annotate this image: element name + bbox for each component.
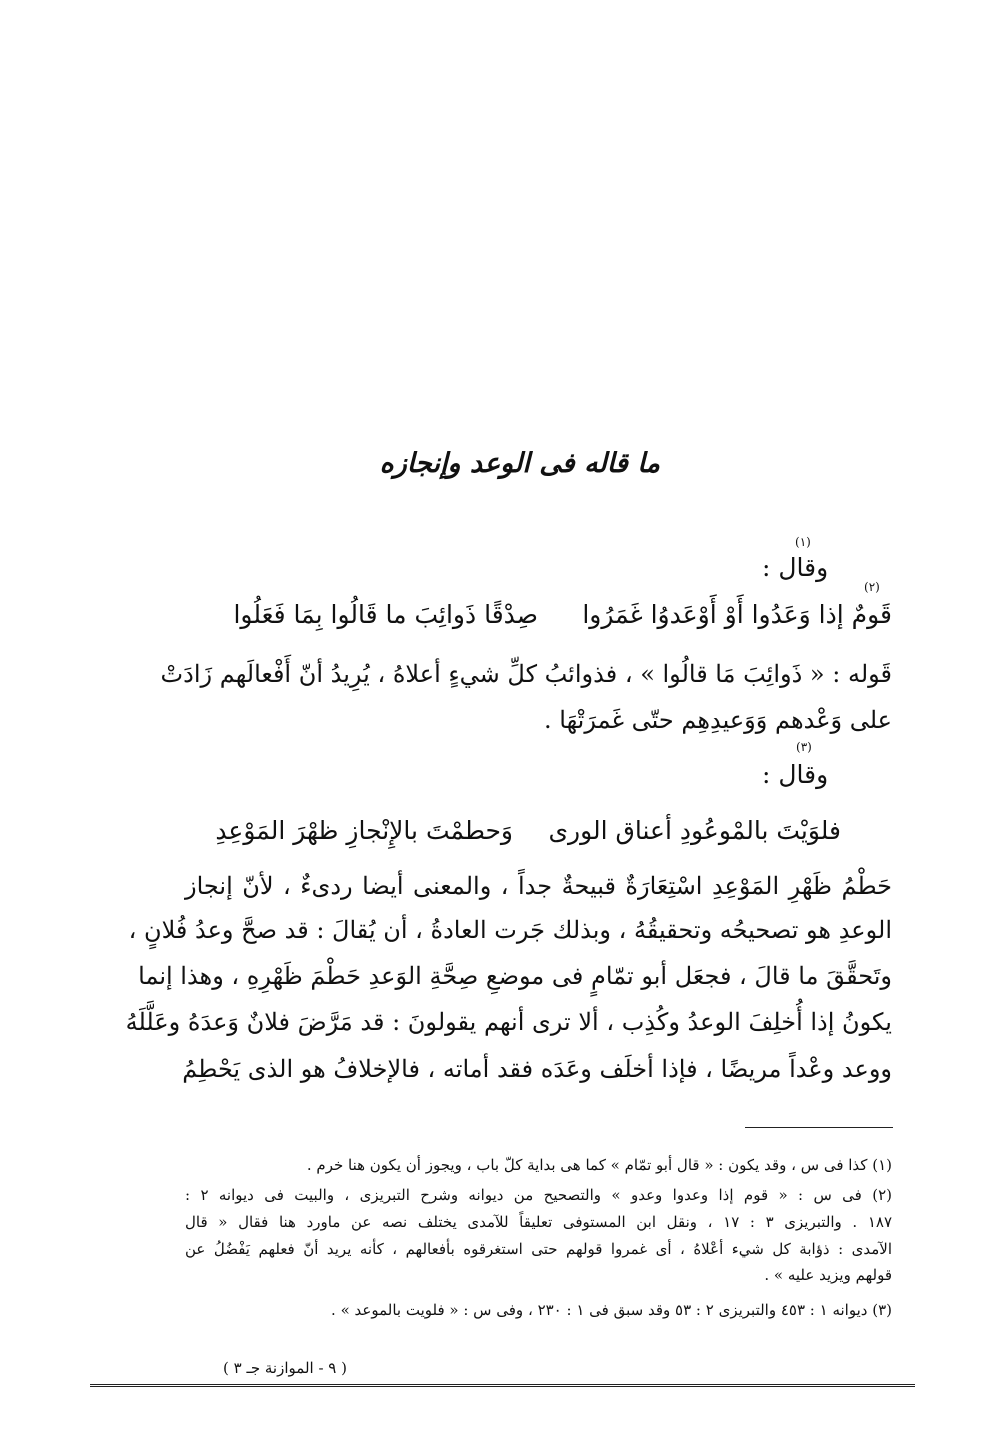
footnote-ref-1: (١) <box>795 535 811 549</box>
footnote-2-line-2: ١٨٧ . والتبريزى ٣ : ١٧ ، ونقل ابن المستوفى تعليقاً للآمدى يختلف نصه عن ماورد هنا فقال « قال <box>185 1213 893 1231</box>
commentary-2-line-4: يكونُ إذا أُخلِفَ الوعدُ وكُذِب ، ألا ترى أنهم يقولونَ : قد مَرَّضَ فلانٌ وَعدَهُ وعَلَّلَهُ <box>125 1008 892 1036</box>
footnote-2-line-3: الآمدى : ذؤابة كل شيء أعْلاهُ ، أى غمروا قولهم حتى استغرقوه بأفعالهم ، كأنه يريد أنّ فعلهم يَفْضُلُ عن <box>185 1240 892 1258</box>
commentary-2-line-1: حَطْمُ ظَهْرِ المَوْعِدِ اسْتِعَارَةٌ قبيحةٌ جداً ، والمعنى أيضا ردىءٌ ، لأنّ إنجاز <box>185 872 892 900</box>
verse-intro-1: وقال : <box>762 553 829 582</box>
commentary-2-line-3: وتَحقَّقَ ما قالَ ، فجعَل أبو تمّامٍ فى موضعِ صِحَّةِ الوَعدِ حَطْمَ ظَهْرِهِ ، وهذا إنما <box>138 962 892 990</box>
verse-1-hemistich-2: صِدْقًا ذَوائِبَ ما قَالُوا بِمَا فَعَلُوا <box>233 600 538 629</box>
verse-2-hemistich-1: فلوَيْتَ بالمْوعُودِ أعناق الورى <box>548 816 841 845</box>
footnote-2-line-4: قولهم ويزيد عليه » . <box>764 1266 892 1284</box>
commentary-2-line-2: الوعدِ هو تصحيحُه وتحقيقُهُ ، وبذلك جَرت العادةُ ، أن يُقالَ : قد صحَّ وعدُ فُلانٍ ، <box>128 916 892 944</box>
footnote-1: (١) كذا فى س ، وقد يكون : « قال أبو تمّام » كما هى بداية كلّ باب ، ويجوز أن يكون هنا خرم . <box>306 1156 892 1174</box>
verse-1-hemistich-1: قَومٌ إذا وَعَدُوا أَوْ أَوْعَدوُا غَمَرُوا <box>582 600 892 629</box>
verse-intro-2: وقال : <box>762 760 829 789</box>
page-signature: ( ٩ - الموازنة جـ ٣ ) <box>223 1359 347 1377</box>
footnote-ref-3: (٣) <box>796 740 812 754</box>
footnote-2-line-1: (٢) فى س : « قوم إذا وعدوا وعدو » والتصحيح من ديوانه وشرح التبريزى ، والبيت فى ديوانه ٢ : <box>185 1186 892 1204</box>
bottom-border <box>90 1384 915 1387</box>
section-heading: ما قاله فى الوعد وإنجازه <box>379 448 660 479</box>
footnote-3: (٣) ديوانه ١ : ٤٥٣ والتبريزى ٢ : ٥٣ وقد سبق فى ١ : ٢٣٠ ، وفى س : « فلويت بالموعد » . <box>331 1301 892 1319</box>
commentary-2-line-5: ووعد وعْداً مريضًا ، فإذا أخلَف وعَدَه فقد أماته ، فالإخلافُ هو الذى يَحْطِمُ <box>182 1055 892 1083</box>
footnote-separator <box>745 1127 893 1128</box>
footnote-ref-2: (٢) <box>864 580 880 594</box>
commentary-1-line-1: قَوله : « ذَوائِبَ مَا قالُوا » ، فذوائبُ كلِّ شيءٍ أعلاهُ ، يُرِيدُ أنّ أَفْعالَهم زَادَتْ <box>160 660 892 688</box>
commentary-1-line-2: على وَعْدهم وَوَعيدِهِم حتّى غَمرَتْهَا . <box>544 706 892 734</box>
verse-2-hemistich-2: وَحطمْتَ بالإِنْجازِ ظهْرَ المَوْعِدِ <box>215 816 513 845</box>
